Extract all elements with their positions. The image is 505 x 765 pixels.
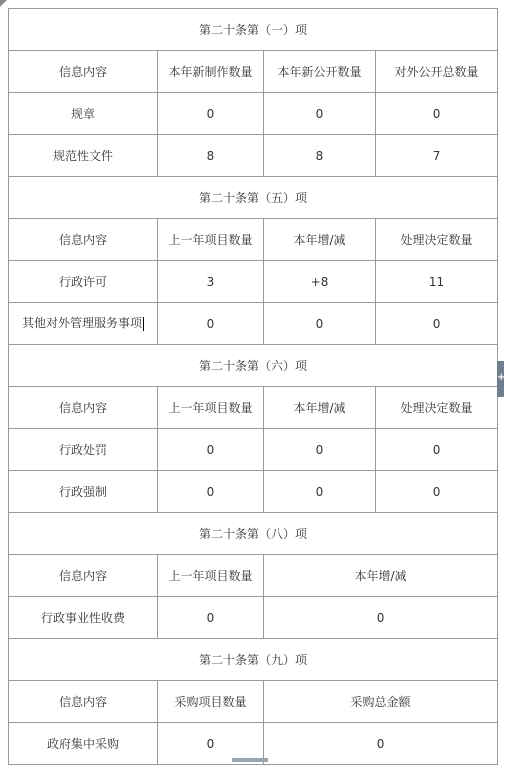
- row-label-cell-active[interactable]: [9, 303, 158, 345]
- row-label-cell[interactable]: 规范性文件: [9, 135, 158, 177]
- header-cell: 上一年项目数量: [158, 219, 264, 261]
- section-title: 第二十条第（九）项: [9, 639, 498, 681]
- header-cell: 处理决定数量: [376, 219, 498, 261]
- value-cell[interactable]: 0: [158, 471, 264, 513]
- header-cell: 信息内容: [9, 555, 158, 597]
- value-cell[interactable]: 0: [264, 303, 376, 345]
- value-cell[interactable]: 3: [158, 261, 264, 303]
- header-cell: 信息内容: [9, 219, 158, 261]
- section-title: 第二十条第（一）项: [9, 9, 498, 51]
- header-cell: 本年增/减: [264, 219, 376, 261]
- section-title: 第二十条第（八）项: [9, 513, 498, 555]
- header-cell: 本年新公开数量: [264, 51, 376, 93]
- row-label-cell[interactable]: 规章: [9, 93, 158, 135]
- bottom-resize-handle[interactable]: [232, 758, 268, 762]
- header-cell: 本年增/减: [264, 387, 376, 429]
- value-cell[interactable]: 0: [158, 303, 264, 345]
- header-cell: 采购项目数量: [158, 681, 264, 723]
- section-title: 第二十条第（五）项: [9, 177, 498, 219]
- header-row: [9, 51, 498, 93]
- value-cell[interactable]: 0: [264, 429, 376, 471]
- value-cell[interactable]: 0: [158, 93, 264, 135]
- section-title-row: [9, 513, 498, 555]
- corner-marker-icon: [0, 0, 7, 7]
- header-row: [9, 387, 498, 429]
- value-cell[interactable]: 8: [158, 135, 264, 177]
- document-table-wrapper: [8, 8, 497, 765]
- table-row: [9, 597, 498, 639]
- value-cell[interactable]: 0: [376, 93, 498, 135]
- value-cell[interactable]: 0: [264, 597, 498, 639]
- value-cell[interactable]: 0: [376, 303, 498, 345]
- row-label-cell[interactable]: 行政事业性收费: [9, 597, 158, 639]
- section-title-row: [9, 9, 498, 51]
- header-cell: 信息内容: [9, 681, 158, 723]
- row-label-cell[interactable]: 行政许可: [9, 261, 158, 303]
- info-disclosure-table: [8, 8, 498, 765]
- row-label-cell[interactable]: 行政处罚: [9, 429, 158, 471]
- header-row: [9, 681, 498, 723]
- plus-icon: +: [497, 372, 505, 383]
- header-cell: 上一年项目数量: [158, 387, 264, 429]
- row-label-cell[interactable]: 行政强制: [9, 471, 158, 513]
- value-cell[interactable]: 0: [158, 597, 264, 639]
- value-cell[interactable]: 0: [158, 429, 264, 471]
- header-cell: 信息内容: [9, 387, 158, 429]
- header-cell: 本年新制作数量: [158, 51, 264, 93]
- row-label-cell[interactable]: 政府集中采购: [9, 723, 158, 765]
- section-title-row: [9, 345, 498, 387]
- value-cell[interactable]: 0: [376, 429, 498, 471]
- table-row: [9, 261, 498, 303]
- table-row: [9, 429, 498, 471]
- value-cell[interactable]: 0: [158, 723, 264, 765]
- section-title-row: [9, 639, 498, 681]
- section-title: 第二十条第（六）项: [9, 345, 498, 387]
- value-cell[interactable]: 0: [264, 723, 498, 765]
- value-cell[interactable]: 0: [264, 93, 376, 135]
- header-row: [9, 219, 498, 261]
- section-title-row: [9, 177, 498, 219]
- header-row: [9, 555, 498, 597]
- value-cell[interactable]: 0: [264, 471, 376, 513]
- table-row: [9, 303, 498, 345]
- table-row: [9, 135, 498, 177]
- header-cell: 信息内容: [9, 51, 158, 93]
- table-row: [9, 471, 498, 513]
- header-cell: 对外公开总数量: [376, 51, 498, 93]
- header-cell: 本年增/减: [264, 555, 498, 597]
- text-cursor: [143, 317, 144, 331]
- value-cell[interactable]: 0: [376, 471, 498, 513]
- header-cell: 采购总金额: [264, 681, 498, 723]
- value-cell[interactable]: 8: [264, 135, 376, 177]
- table-resize-handle[interactable]: [497, 361, 504, 397]
- header-cell: 处理决定数量: [376, 387, 498, 429]
- value-cell[interactable]: 11: [376, 261, 498, 303]
- row-label-text: 其他对外管理服务事项: [21, 316, 142, 331]
- value-cell[interactable]: 7: [376, 135, 498, 177]
- header-cell: 上一年项目数量: [158, 555, 264, 597]
- value-cell[interactable]: +8: [264, 261, 376, 303]
- table-row: [9, 93, 498, 135]
